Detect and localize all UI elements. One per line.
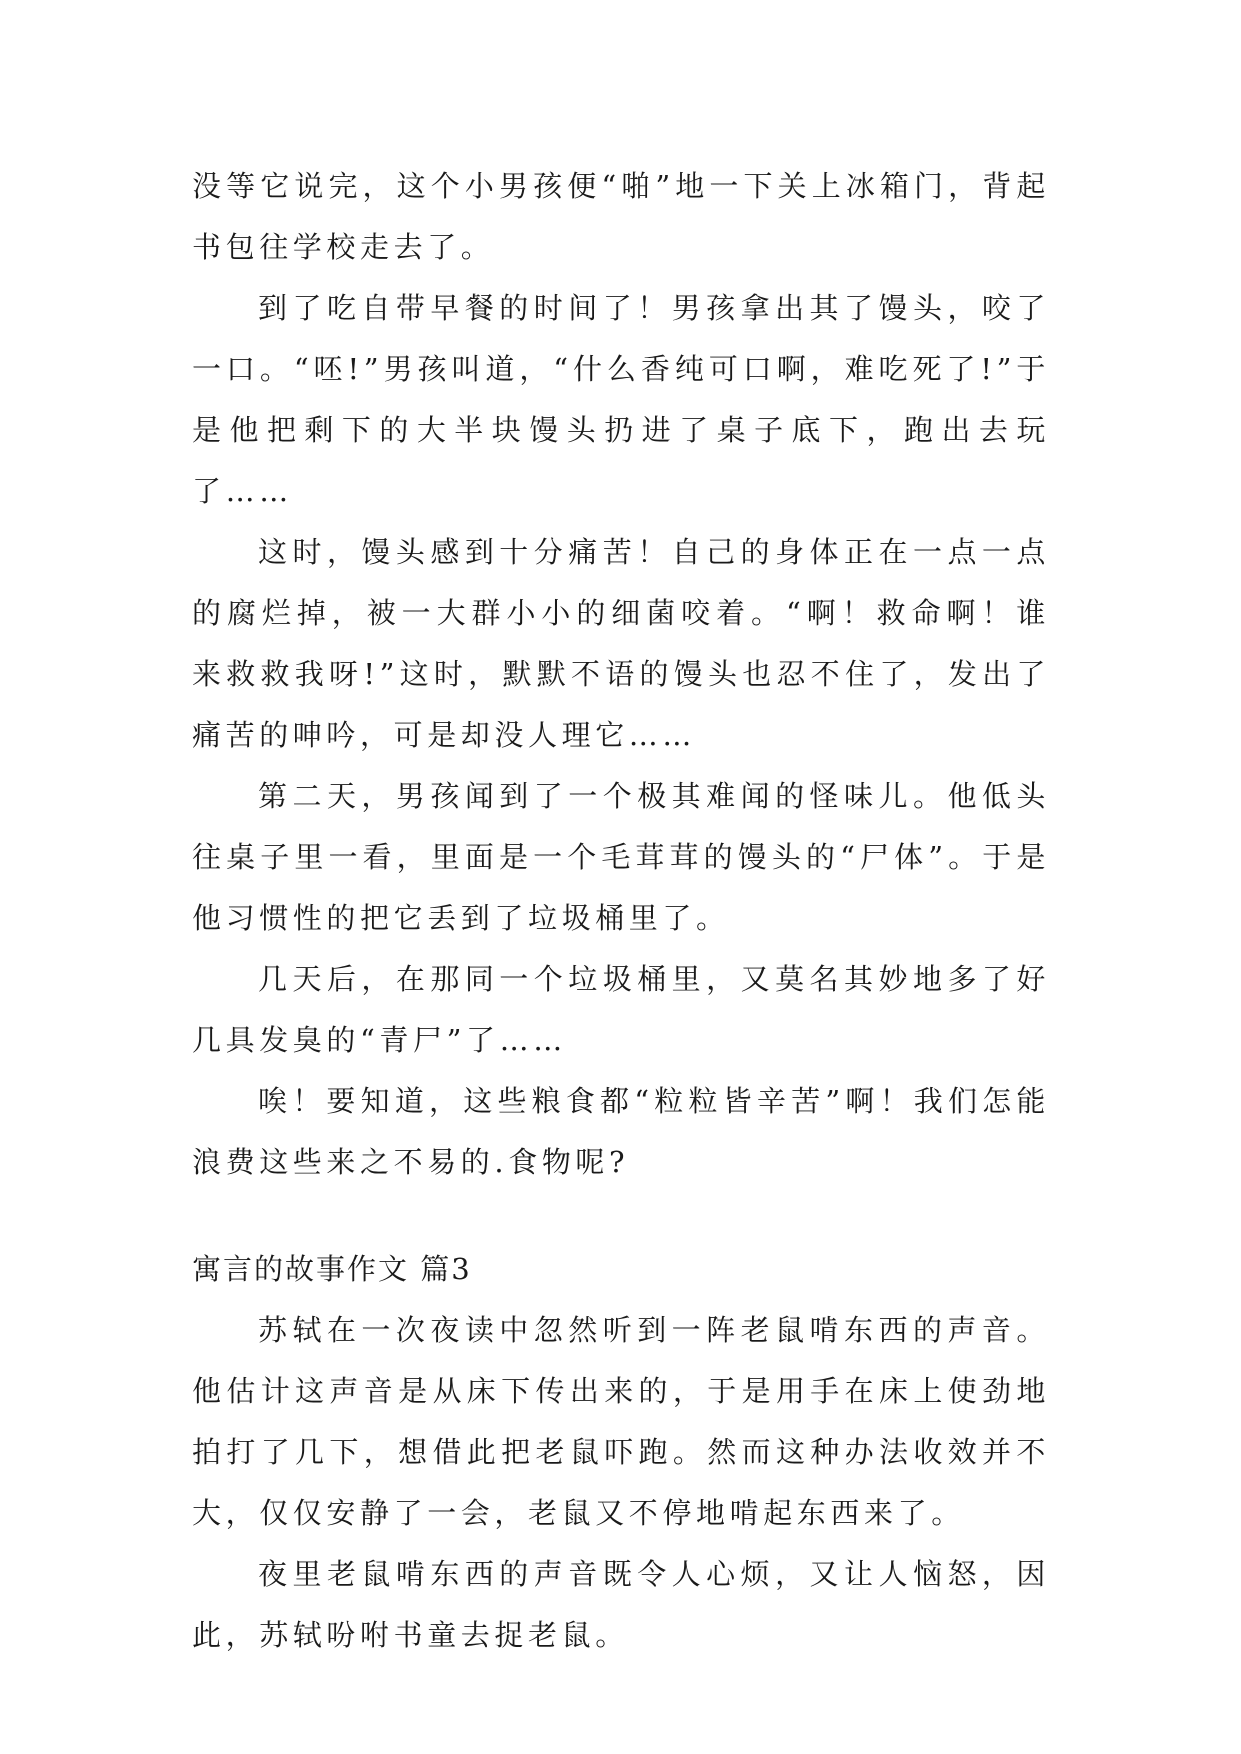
paragraph: 夜里老鼠啃东西的声音既令人心烦，又让人恼怒，因此，苏轼吩咐书童去捉老鼠。 — [192, 1557, 1050, 1652]
paragraph: 唉！要知道，这些粮食都“粒粒皆辛苦”啊！我们怎能浪费这些来之不易的.食物呢? — [192, 1084, 1050, 1179]
paragraph: 到了吃自带早餐的时间了！男孩拿出其了馒头，咬了一口。“呸!”男孩叫道，“什么香纯可口啊，难吃死了!”于是他把剩下的大半块馒头扔进了桌子底下，跑出去玩了…… — [192, 291, 1050, 508]
paragraph: 没等它说完，这个小男孩便“啪”地一下关上冰箱门，背起书包往学校走去了。 — [192, 169, 1050, 264]
document-page — [192, 156, 1050, 1666]
paragraph: 几天后，在那同一个垃圾桶里，又莫名其妙地多了好几具发臭的“青尸”了…… — [192, 962, 1050, 1057]
paragraph: 苏轼在一次夜读中忽然听到一阵老鼠啃东西的声音。他估计这声音是从床下传出来的，于是用手在床上使劲地拍打了几下，想借此把老鼠吓跑。然而这种办法收效并不大，仅仅安静了一会，老鼠又不停地啃起东西来了。 — [192, 1313, 1050, 1530]
paragraph: 第二天，男孩闻到了一个极其难闻的怪味儿。他低头往桌子里一看，里面是一个毛茸茸的馒头的“尸体”。于是他习惯性的把它丢到了垃圾桶里了。 — [192, 779, 1050, 935]
section-heading: 寓言的故事作文 篇3 — [192, 1252, 472, 1286]
paragraph: 这时，馒头感到十分痛苦！自己的身体正在一点一点的腐烂掉，被一大群小小的细菌咬着。“啊！救命啊！谁来救救我呀!”这时，默默不语的馒头也忍不住了，发出了痛苦的呻吟，可是却没人理它…… — [192, 535, 1050, 752]
